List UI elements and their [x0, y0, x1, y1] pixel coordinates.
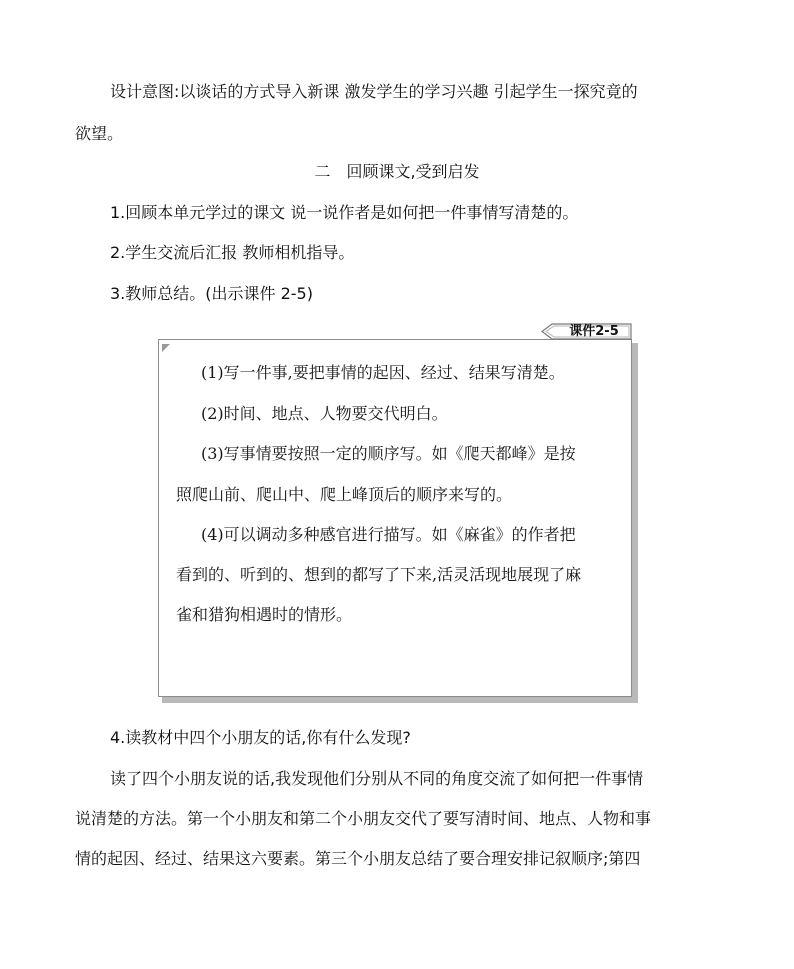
- design-intent-text-line-2: 欲望。: [75, 124, 124, 143]
- design-intent-text-line-1: 设计意图:以谈话的方式导入新课 激发学生的学习兴趣 引起学生一探究竟的: [110, 82, 638, 101]
- courseware-tab-label: 课件2-5: [569, 324, 619, 339]
- courseware-tab: [540, 322, 632, 342]
- courseware-point-3-line-2: 照爬山前、爬山中、爬上峰顶后的顺序来写的。: [176, 485, 513, 504]
- step-4-question: 4.读教材中四个小朋友的话,你有什么发现?: [110, 728, 411, 747]
- courseware-point-2: (2)时间、地点、人物要交代明白。: [201, 404, 448, 423]
- courseware-point-1: (1)写一件事,要把事情的起因、经过、结果写清楚。: [201, 363, 565, 382]
- step-1-text: 1.回顾本单元学过的课文 说一说作者是如何把一件事情写清楚的。: [110, 203, 579, 222]
- step-4-answer-line-3: 情的起因、经过、结果这六要素。第三个小朋友总结了要合理安排记叙顺序;第四: [75, 849, 641, 868]
- step-2-text: 2.学生交流后汇报 教师相机指导。: [110, 243, 355, 262]
- step-3-text: 3.教师总结。(出示课件 2-5): [110, 284, 313, 303]
- courseware-card: [158, 339, 632, 697]
- step-4-answer-line-1: 读了四个小朋友说的话,我发现他们分别从不同的角度交流了如何把一件事情: [110, 769, 644, 788]
- courseware-point-4-line-1: (4)可以调动多种感官进行描写。如《麻雀》的作者把: [201, 525, 576, 544]
- courseware-point-4-line-3: 雀和猎狗相遇时的情形。: [176, 605, 353, 624]
- courseware-point-3-line-1: (3)写事情要按照一定的顺序写。如《爬天都峰》是按: [201, 444, 576, 463]
- courseware-point-4-line-2: 看到的、听到的、想到的都写了下来,活灵活现地展现了麻: [176, 565, 582, 584]
- section-heading: 二 回顾课文,受到启发: [314, 162, 480, 181]
- step-4-answer-line-2: 说清楚的方法。第一个小朋友和第二个小朋友交代了要写清时间、地点、人物和事: [75, 809, 652, 828]
- card-corner-mark: [162, 344, 170, 352]
